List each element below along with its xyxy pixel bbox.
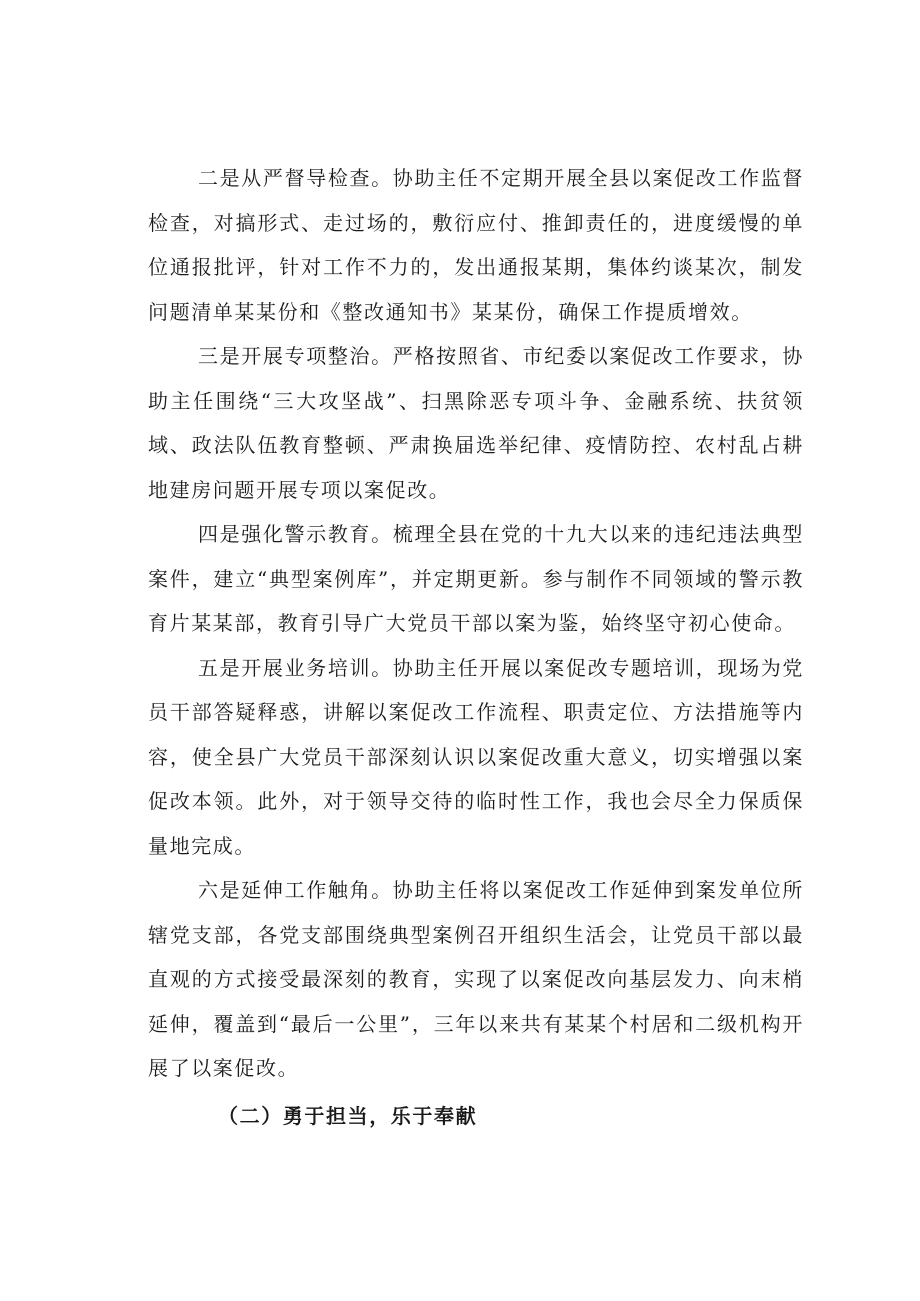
paragraph-business-training: 五是开展业务培训。协助主任开展以案促改专题培训，现场为党员干部答疑释惑，讲解以案促改工作流程、职责定位、方法措施等内容，使全县广大党员干部深刻认识以案促改重大意义，切实增强以案促改本领。此外，对于领导交待的临时性工作，我也会尽全力保质保量地完成。 <box>148 655 804 858</box>
paragraph-supervision: 二是从严督导检查。协助主任不定期开展全县以案促改工作监督检查，对搞形式、走过场的，敷衍应付、推卸责任的，进度缓慢的单位通报批评，针对工作不力的，发出通报某期，集体约谈某次，制发问题清单某某份和《整改通知书》某某份，确保工作提质增效。 <box>148 166 804 324</box>
paragraph-special-rectification: 三是开展专项整治。严格按照省、市纪委以案促改工作要求，协助主任围绕“三大攻坚战”、扫黑除恶专项斗争、金融系统、扶贫领域、政法队伍教育整顿、严肃换届选举纪律、疫情防控、农村乱占耕地建房问题开展专项以案促改。 <box>148 344 804 502</box>
paragraph-warning-education: 四是强化警示教育。梳理全县在党的十九大以来的违纪违法典型案件，建立“典型案例库”，并定期更新。参与制作不同领域的警示教育片某某部，教育引导广大党员干部以案为鉴，始终坚守初心使命。 <box>148 522 804 635</box>
section-heading: （二）勇于担当，乐于奉献 <box>218 1103 478 1128</box>
paragraph-extend-work: 六是延伸工作触角。协助主任将以案促改工作延伸到案发单位所辖党支部，各党支部围绕典型案例召开组织生活会，让党员干部以最直观的方式接受最深刻的教育，实现了以案促改向基层发力、向末梢延伸，覆盖到“最后一公里”，三年以来共有某某个村居和二级机构开展了以案促改。 <box>148 878 804 1080</box>
document-body <box>148 156 804 1141</box>
